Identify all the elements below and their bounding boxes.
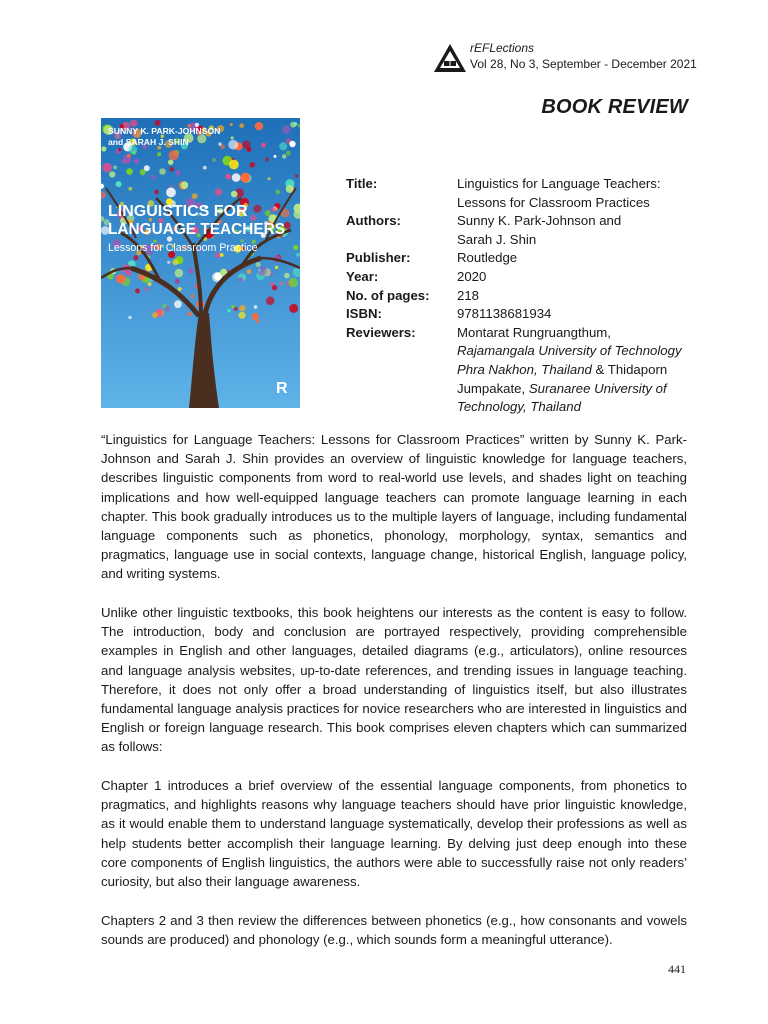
detail-title [346, 175, 691, 212]
cover-dot [127, 154, 131, 158]
cover-dot [164, 306, 170, 312]
cover-dot [275, 266, 278, 269]
detail-label: ISBN: [346, 306, 382, 322]
detail-label: Publisher: [346, 250, 411, 266]
section-title: BOOK REVIEW [541, 96, 688, 118]
cover-dot [157, 152, 161, 156]
cover-dot [282, 125, 291, 134]
cover-dot [250, 162, 255, 167]
body-paragraph: Unlike other linguistic textbooks, this book heightens our interests as the content is easy to follow. The introduction, body and conclusion are portrayed respectively, providing comprehensible examples in English and other languages, detailed diagrams (e.g., articulators), online resources and language analysis websites, up-to-date references, and trending issues in language teaching. Therefore, it does not only offer a broad understanding of linguistics itself, but also illustrates fundamental language analysis practices for novice researchers who are interested in linguistics and English or foreign language research. This book comprises eleven chapters which can summarized as follows: [101, 605, 687, 755]
cover-dot [203, 166, 207, 170]
body-paragraph: Chapter 1 introduces a brief overview of the essential language components, from phonetics to pragmatics, and highlights reasons why language teachers should have prior linguistic knowledge, as it would enable them to understand language systematically, develop their professions as well as help students better accomplish their language learning. By delving just deep enough into these core components of English linguistics, the authors were able to successfully raise not only readers’ curiosity, but also their language awareness. [101, 778, 687, 890]
detail-value: 9781138681934 [457, 306, 552, 322]
cover-dot [116, 274, 125, 283]
cover-dot [265, 210, 271, 216]
detail-year [346, 268, 691, 287]
reviewer-affiliation: Rajamangala University of Technology Phra Nakhon, Thailand [457, 343, 682, 377]
cover-dot [188, 268, 193, 273]
cover-dot [229, 160, 239, 170]
cover-dot [267, 177, 270, 180]
cover-dot [152, 312, 158, 318]
cover-dot [232, 173, 241, 182]
cover-subtitle: Lessons for Classroom Practice [108, 242, 258, 254]
cover-dot [286, 151, 291, 156]
cover-dot [134, 159, 139, 164]
cover-dot [231, 136, 234, 139]
cover-dot [247, 269, 252, 274]
cover-dot [213, 158, 216, 161]
cover-dot [266, 297, 275, 306]
cover-dot [126, 271, 131, 276]
cover-dot [187, 312, 191, 316]
cover-dot [261, 143, 266, 148]
cover-dot [148, 282, 152, 286]
cover-dot [192, 193, 198, 199]
cover-dot [255, 122, 263, 130]
book-cover [101, 118, 300, 408]
detail-label: Authors: [346, 213, 401, 229]
cover-dot [240, 173, 250, 183]
cover-authors-line1: SUNNY K. PARK-JOHNSON [108, 126, 221, 136]
body-paragraph: Chapters 2 and 3 then review the differences between phonetics (e.g., how consonants and vowels sounds are produced) and phonology (e.g., which sounds form a meaningful utterance). [101, 912, 687, 947]
cover-dot [191, 294, 195, 298]
cover-dot [280, 282, 283, 285]
cover-dot [169, 167, 174, 172]
cover-dot [293, 245, 298, 250]
detail-value: Sarah J. Shin [457, 231, 537, 247]
cover-dot [289, 304, 298, 313]
detail-label: Year: [346, 268, 379, 284]
cover-dot [231, 191, 238, 198]
page-number: 441 [668, 962, 686, 976]
cover-dot [135, 288, 140, 293]
body-paragraph: “Linguistics for Language Teachers: Lessons for Classroom Practices” written by Sunny K. Park-Johnson and Sarah J. Shin provides an overview of linguistic knowledge for language teachers, describes linguistic components from word to real-world use levels, and shades light on teaching implications and how well-equipped language teachers can promote language learning in each chapter. This book gradually introduces us to the multiple layers of language, including fundamental language components such as phonetics, phonology, morphology, syntax, semantics and pragmatics, language use in social contexts, language change, historical English, language policy, and writing systems. [101, 432, 687, 582]
cover-dot [290, 122, 296, 128]
cover-dot [230, 123, 233, 126]
reviewer-name: Montarat Rungruangthum, [457, 324, 611, 340]
cover-title-line2: LANGUAGE TEACHERS [108, 221, 285, 238]
cover-dot [103, 163, 112, 172]
cover-dot [242, 141, 250, 149]
detail-reviewers [346, 324, 691, 417]
detail-authors [346, 212, 691, 249]
cover-dot [275, 190, 280, 195]
cover-dot [238, 277, 242, 281]
cover-dot [239, 123, 244, 128]
triangle-book-logo-icon [432, 42, 468, 74]
detail-isbn [346, 305, 691, 324]
cover-dot [168, 160, 173, 165]
detail-value: Sunny K. Park-Johnson and [457, 213, 622, 229]
review-body [101, 430, 687, 968]
detail-pages [346, 287, 691, 306]
detail-value [457, 324, 691, 417]
cover-dot [288, 278, 298, 288]
reviewer-connector: & [591, 361, 608, 377]
cover-dot [172, 259, 178, 265]
cover-dot [258, 269, 261, 272]
detail-label: Title: [346, 176, 378, 191]
cover-dot [176, 170, 181, 175]
cover-dot [113, 165, 117, 169]
cover-dot [218, 142, 221, 145]
cover-dot [175, 279, 180, 284]
issue-info: Vol 28, No 3, September - December 2021 [470, 57, 697, 71]
publisher-logo [274, 376, 290, 397]
cover-dot [234, 307, 238, 311]
cover-dot [116, 181, 122, 187]
detail-label: Reviewers: [346, 324, 416, 340]
cover-title-line1: LINGUISTICS FOR [108, 203, 248, 220]
cover-dot [239, 305, 245, 311]
detail-label: No. of pages: [346, 287, 430, 303]
reviewer-affiliation: Suranaree University of Technology, Thailand [457, 380, 667, 415]
cover-dot [128, 187, 132, 191]
cover-dot [101, 146, 106, 151]
cover-dot [282, 154, 286, 158]
cover-dot [174, 300, 182, 308]
cover-dot [126, 168, 133, 175]
cover-dot [289, 141, 295, 147]
cover-dot [169, 150, 179, 160]
cover-dot [228, 140, 238, 150]
cover-dot [270, 283, 274, 287]
cover-dot [128, 316, 132, 320]
cover-dot [227, 309, 231, 313]
cover-dot [175, 269, 183, 277]
cover-dot [167, 261, 170, 264]
cover-authors-line2: and SARAH J. SHIN [108, 137, 189, 147]
cover-dot [133, 255, 138, 260]
cover-dot [284, 273, 290, 279]
cover-dot [159, 168, 166, 175]
journal-name: rEFLections [470, 41, 535, 55]
cover-dot [254, 305, 258, 309]
detail-value: 218 [457, 287, 480, 303]
cover-dot [140, 169, 146, 175]
cover-dot [109, 171, 115, 177]
cover-dot [166, 188, 176, 198]
cover-dot [256, 262, 261, 267]
detail-value: Lessons for Classroom Practices [457, 194, 650, 210]
cover-dot [181, 181, 189, 189]
detail-value: Routledge [457, 250, 518, 266]
cover-publisher-mark: R [276, 380, 288, 397]
cover-dot [154, 190, 159, 195]
cover-dot [145, 287, 149, 291]
cover-dot [225, 174, 231, 180]
cover-dot [253, 205, 261, 213]
reviewer-name: Thidaporn Jumpakate, [457, 361, 668, 396]
book-details [346, 175, 691, 417]
cover-dot [274, 155, 277, 158]
cover-dot [295, 174, 298, 177]
detail-value: Linguistics for Language Teachers: [457, 176, 661, 191]
cover-dot [279, 142, 287, 150]
cover-dot [215, 188, 222, 195]
cover-dot [239, 312, 246, 319]
page-header [432, 40, 697, 80]
cover-dot [296, 253, 300, 257]
cover-dot [252, 313, 259, 320]
cover-dot [265, 157, 269, 161]
cover-dot [270, 207, 276, 213]
cover-dot [118, 148, 121, 151]
detail-value: 2020 [457, 268, 487, 284]
cover-dot [151, 175, 156, 180]
detail-publisher [346, 249, 691, 268]
cover-dot [178, 287, 182, 291]
